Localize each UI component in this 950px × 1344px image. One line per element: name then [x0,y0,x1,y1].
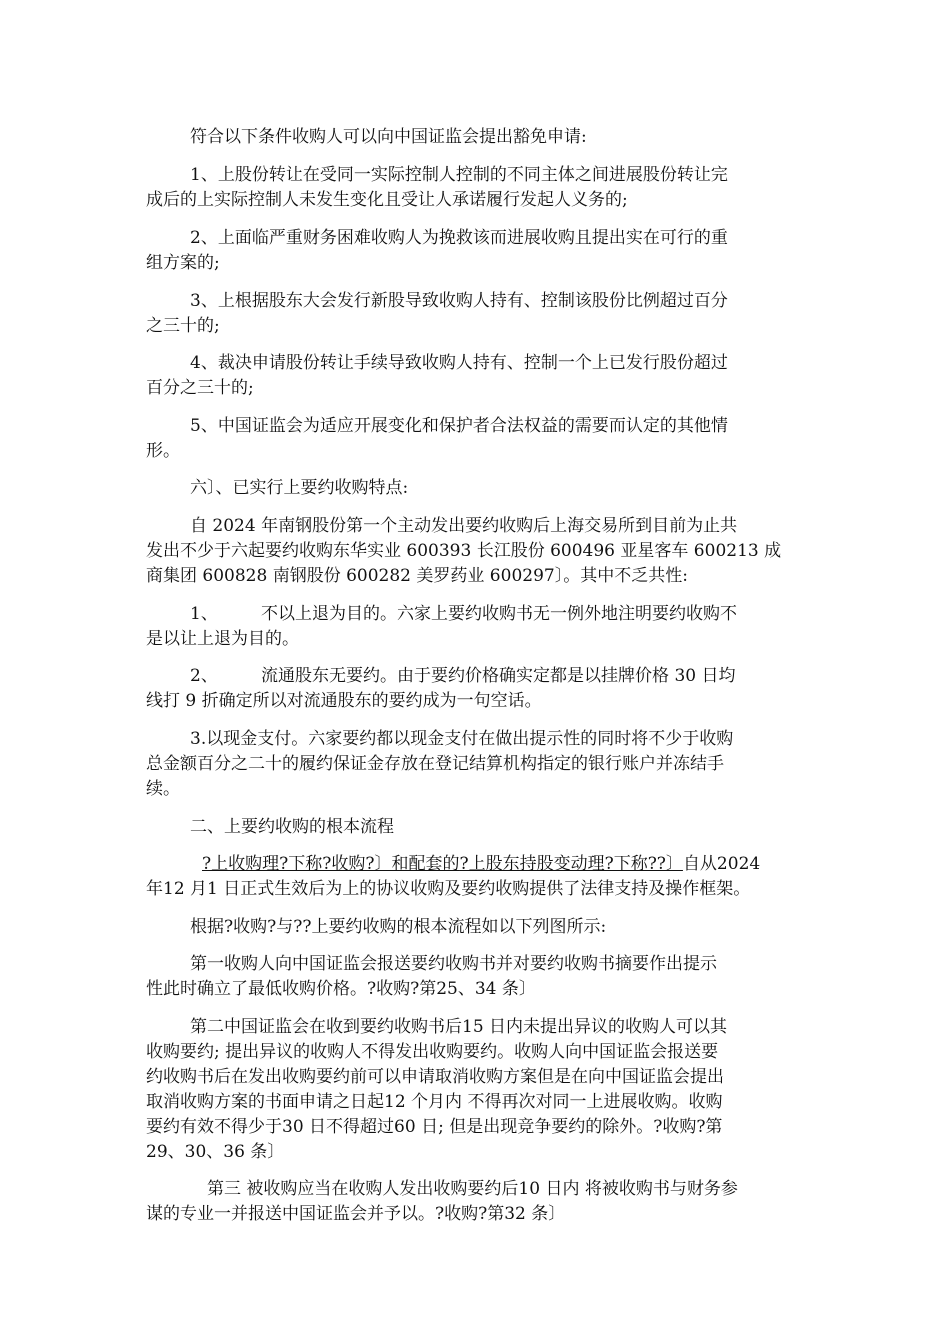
list-item-4-line-1: 4、裁决申请股份转让手续导致收购人持有、控制一个上已发行股份超过 [190,353,728,373]
feature-2-line-1: 2、 流通股东无要约。由于要约价格确实定都是以挂牌价格 30 日均 [190,666,736,686]
list-item-5-line-1: 5、中国证监会为适应开展变化和保护者合法权益的需要而认定的其他情 [190,416,728,436]
feature-2-line-2: 线打 9 折确定所以对流通股东的要约成为一句空话。 [146,691,542,711]
step-2-line-5: 要约有效不得少于30 日不得超过60 日; 但是出现竞争要约的除外。?收购?第 [146,1117,723,1137]
paragraph-tender-line-3: 商集团 600828 南钢股份 600282 美罗药业 600297〕。其中不乏共性: [146,566,688,586]
step-3-line-2: 谋的专业一并报送中国证监会并予以。?收购?第32 条〕 [146,1204,566,1224]
step-2-line-4: 取消收购方案的书面申请之日起12 个月内 不得再次对同一上进展收购。收购 [146,1092,723,1112]
step-2-line-1: 第二中国证监会在收到要约收购书后15 日内未提出异议的收购人可以其 [190,1017,728,1037]
step-1-line-1: 第一收购人向中国证监会报送要约收购书并对要约收购书摘要作出提示 [190,954,717,974]
step-3-line-1: 第三 被收购应当在收购人发出收购要约后10 日内 将被收购书与财务参 [207,1179,738,1199]
list-item-1-line-2: 成后的上实际控制人未发生变化且受让人承诺履行发起人义务的; [146,190,628,210]
paragraph-law-line-1 [202,853,760,875]
list-item-3-line-1: 3、上根据股东大会发行新股导致收购人持有、控制该股份比例超过百分 [190,291,728,311]
list-item-2-line-2: 组方案的; [146,253,220,273]
step-1-line-2: 性此时确立了最低收购价格。?收购?第25、34 条〕 [146,979,536,999]
list-item-4-line-2: 百分之三十的; [146,378,254,398]
effective-date-text: 自从2024 [682,854,761,874]
paragraph-tender-line-2: 发出不少于六起要约收购东华实业 600393 长江股份 600496 亚星客车 600213 成 [146,541,782,561]
disclosure-rules-ref: ?上股东持股变动理?下称??〕 [459,854,683,874]
step-2-line-6: 29、30、36 条〕 [146,1142,285,1162]
list-item-2-line-1: 2、上面临严重财务困难收购人为挽救该而进展收购且提出实在可行的重 [190,228,728,248]
feature-1-line-1: 1、 不以上退为目的。六家上要约收购书无一例外地注明要约收购不 [190,604,738,624]
feature-3-line-3: 续。 [146,779,180,799]
step-2-line-3: 约收购书后在发出收购要约前可以申请取消收购方案但是在向中国证监会提出 [146,1067,724,1087]
section-heading-2: 二、上要约收购的根本流程 [190,817,394,837]
feature-3-line-2: 总金额百分之二十的履约保证金存放在登记结算机构指定的银行账户并冻结手 [146,754,724,774]
list-item-5-line-2: 形。 [146,441,180,461]
list-item-1-line-1: 1、上股份转让在受同一实际控制人控制的不同主体之间进展股份转让完 [190,165,728,185]
paragraph-flow-intro: 根据?收购?与??上要约收购的根本流程如以下列图所示: [190,917,607,937]
step-2-line-2: 收购要约; 提出异议的收购人不得发出收购要约。收购人向中国证监会报送要 [146,1042,719,1062]
paragraph-tender-line-1: 自 2024 年南钢股份第一个主动发出要约收购后上海交易所到目前为止共 [190,516,738,536]
section-heading-6: 六〕、已实行上要约收购特点: [190,478,409,498]
paragraph-law-line-2: 年12 月1 日正式生效后为上的协议收购及要约收购提供了法律支持及操作框架。 [146,879,751,899]
paragraph-intro: 符合以下条件收购人可以向中国证监会提出豁免申请: [190,127,587,147]
list-item-3-line-2: 之三十的; [146,316,220,336]
feature-1-line-2: 是以让上退为目的。 [146,629,299,649]
takeover-rules-ref: ?上收购理?下称?收购?〕和配套的 [202,854,460,874]
feature-3-line-1: 3.以现金支付。六家要约都以现金支付在做出提示性的同时将不少于收购 [190,729,734,749]
